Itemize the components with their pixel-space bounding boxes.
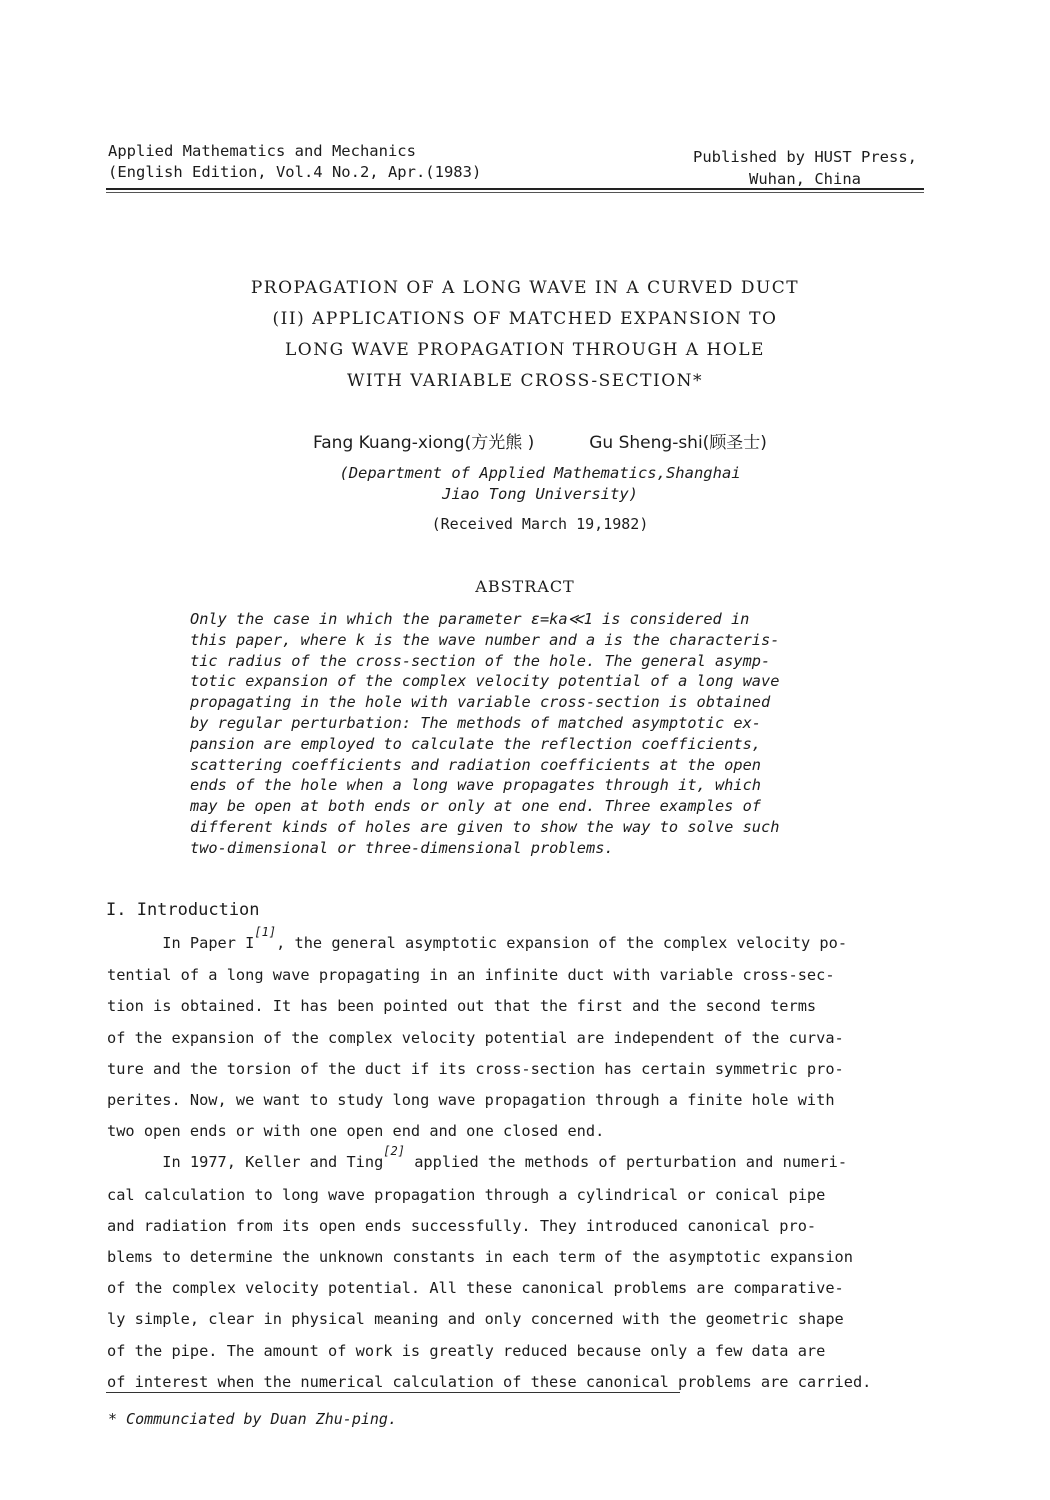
author-list: [150, 428, 930, 453]
affiliation-line-1: (Department of Applied Mathematics,Shanghai: [339, 464, 741, 482]
body-line: of the expansion of the complex velocity potential are independent of the curva-: [107, 1028, 844, 1047]
publisher-header: [670, 146, 940, 190]
abstract-body: [190, 609, 890, 859]
footnote-rule: [106, 1392, 680, 1393]
abstract-line: Only the case in which the parameter ε=ka≪1 is considered in: [190, 610, 750, 628]
abstract-line: this paper, where k is the wave number and a is the characteris-: [190, 630, 780, 649]
journal-header: [108, 141, 481, 183]
publisher-name: Published by HUST Press,: [693, 148, 917, 166]
body-line: tion is obtained. It has been pointed out that the first and the second terms: [107, 997, 817, 1016]
introduction-body: [107, 925, 957, 1398]
abstract-line: by regular perturbation: The methods of matched asymptotic ex-: [190, 713, 761, 732]
author-2: Gu Sheng-shi(顾圣士): [589, 433, 767, 453]
citation-1: [1]: [254, 925, 277, 939]
header-rule-thick: [106, 188, 924, 190]
abstract-heading: ABSTRACT: [475, 577, 575, 596]
abstract-line: pansion are employed to calculate the reflection coefficients,: [190, 734, 761, 753]
abstract-line: may be open at both ends or only at one end. Three examples of: [190, 797, 761, 816]
paper-title: [150, 273, 900, 397]
title-line-2: (II) APPLICATIONS OF MATCHED EXPANSION TO: [272, 309, 778, 329]
citation-2: [2]: [383, 1144, 405, 1159]
abstract-line: different kinds of holes are given to show the way to solve such: [190, 817, 780, 836]
affiliation-line-2: Jiao Tong University): [442, 485, 638, 503]
abstract-line: propagating in the hole with variable cross-section is obtained: [190, 693, 771, 712]
publisher-location: Wuhan, China: [749, 170, 861, 188]
body-line: tential of a long wave propagating in an infinite duct with variable cross-sec-: [107, 966, 835, 985]
title-line-4: WITH VARIABLE CROSS-SECTION*: [346, 371, 704, 391]
journal-edition: (English Edition, Vol.4 No.2, Apr.(1983): [108, 163, 482, 181]
body-line: ture and the torsion of the duct if its cross-section has certain symmetric pro-: [107, 1059, 844, 1078]
abstract-line: scattering coefficients and radiation coefficients at the open: [190, 755, 761, 774]
body-line: of the complex velocity potential. All these canonical problems are comparative-: [107, 1279, 844, 1298]
paragraph-2-first-line: In 1977, Keller and Ting[2] applied the methods of perturbation and numeri-: [162, 1144, 848, 1172]
body-line: of the pipe. The amount of work is greatly reduced because only a few data are: [107, 1341, 826, 1360]
title-line-1: PROPAGATION OF A LONG WAVE IN A CURVED DUCT: [250, 278, 800, 298]
paragraph-1-first-line: In Paper I[1], the general asymptotic expansion of the complex velocity po-: [162, 925, 848, 952]
body-line: two open ends or with one open end and one closed end.: [107, 1122, 605, 1141]
body-line: cal calculation to long wave propagation through a cylindrical or conical pipe: [107, 1185, 826, 1204]
body-line: of interest when the numerical calculation of these canonical problems are carried.: [107, 1372, 872, 1391]
body-line: perites. Now, we want to study long wave propagation through a finite hole with: [107, 1091, 835, 1110]
title-line-3: LONG WAVE PROPAGATION THROUGH A HOLE: [285, 340, 765, 360]
body-line: and radiation from its open ends successfully. They introduced canonical pro-: [107, 1216, 817, 1235]
author-1: Fang Kuang-xiong(方光熊 ): [313, 433, 535, 453]
footnote: * Communciated by Duan Zhu-ping.: [108, 1410, 397, 1428]
header-rule-thin: [106, 192, 924, 193]
abstract-line: two-dimensional or three-dimensional problems.: [190, 838, 614, 857]
body-line: blems to determine the unknown constants in each term of the asymptotic expansion: [107, 1248, 853, 1267]
section-heading: I. Introduction: [106, 900, 260, 920]
abstract-line: ends of the hole when a long wave propagates through it, which: [190, 776, 761, 795]
body-line: ly simple, clear in physical meaning and only concerned with the geometric shape: [107, 1310, 844, 1329]
abstract-line: totic expansion of the complex velocity potential of a long wave: [190, 672, 780, 691]
journal-name: Applied Mathematics and Mechanics: [108, 142, 416, 160]
affiliation: [150, 463, 930, 505]
abstract-line: tic radius of the cross-section of the hole. The general asymp-: [190, 651, 771, 670]
received-date: (Received March 19,1982): [431, 515, 649, 533]
